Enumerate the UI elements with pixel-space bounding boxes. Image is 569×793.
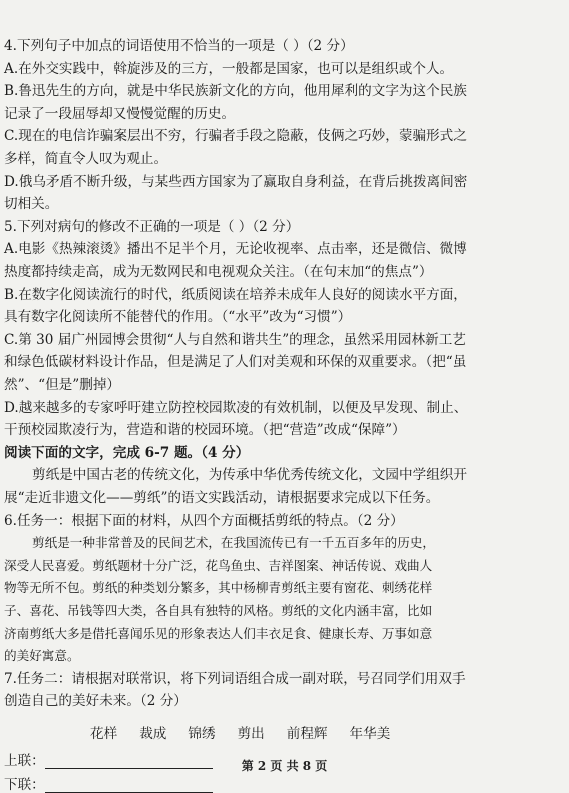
q7-word: 前程辉 — [286, 726, 328, 742]
lower-couplet — [4, 773, 213, 793]
q7-word: 剪出 — [237, 726, 265, 742]
q4-option-b-line1: B.鲁迅先生的方向，就是中华民族新文化的方向，他用犀利的文字为这个民族 — [4, 83, 467, 100]
q5-option-c-line1: C.第 30 届广州园博会贯彻“人与自然和谐共生”的理念，虽然采用园林新工艺 — [4, 331, 466, 348]
q5-option-d-line2: 干预校园欺凌行为，营造和谐的校园环境。（把“营造”改成“保障”） — [4, 422, 406, 439]
q7-word: 花样 — [90, 726, 118, 742]
lower-couplet-blank[interactable] — [45, 778, 213, 793]
page-footer: 第 2 页 共 8 页 — [241, 759, 328, 773]
section-intro-line1: 剪纸是中国古老的传统文化，为传承中华优秀传统文化，文园中学组织开 — [32, 467, 467, 484]
q6-material-line3: 物等无所不包。剪纸的种类划分繁多，其中杨柳青剪纸主要有窗花、刺绣花样 — [4, 580, 433, 596]
q4-option-c-line2: 多样，简直令人叹为观止。 — [4, 151, 168, 167]
q7-word-list — [90, 722, 412, 742]
q5-option-b-line1: B.在数字化阅读流行的时代，纸质阅读在培养未成年人良好的阅读水平方面， — [4, 286, 467, 303]
q4-stem: 4.下列句子中加点的词语使用不恰当的一项是（ ）（2 分） — [4, 38, 354, 54]
q6-material-line4: 子、喜花、吊钱等四大类，各自具有独特的风格。剪纸的文化内涵丰富，比如 — [4, 603, 433, 618]
q5-option-d-line1: D.越来越多的专家呼吁建立防控校园欺凌的有效机制，以便及早发现、制止、 — [4, 399, 468, 416]
q4-option-d-line1: D.俄乌矛盾不断升级，与某些西方国家为了赢取自身利益，在背后挑拨离间密 — [4, 173, 468, 190]
q6-material-line2: 深受人民喜爱。剪纸题材十分广泛，花鸟鱼虫、吉祥图案、神话传说、戏曲人 — [4, 557, 433, 573]
q4-option-a: A.在外交实践中，斡旋涉及的三方，一般都是国家，也可以是组织或个人。 — [4, 60, 454, 77]
q4-option-b-line2: 记录了一段屈辱却又慢慢觉醒的历史。 — [4, 105, 236, 122]
upper-couplet-label: 上联： — [4, 752, 45, 769]
q6-material-line6: 的美好寓意。 — [4, 648, 80, 664]
q6-material-line1: 剪纸是一种非常普及的民间艺术，在我国流传已有一千五百多年的历史， — [32, 535, 435, 551]
q7-stem-line1: 7.任务二：请根据对联常识，将下列词语组合成一副对联，号召同学们用双手 — [4, 670, 466, 687]
q6-material-line5: 济南剪纸大多是借托喜闻乐见的形象表达人们丰衣足食、健康长寿、万事如意 — [4, 625, 433, 641]
section-heading: 阅读下面的文字，完成 6-7 题。（4 分） — [4, 444, 250, 461]
q7-word: 锦绣 — [188, 726, 216, 742]
q7-stem-line2: 创造自己的美好未来。（2 分） — [4, 693, 187, 710]
q7-word: 年华美 — [349, 726, 391, 742]
q5-option-a-line1: A.电影《热辣滚烫》播出不足半个月，无论收视率、点击率，还是微信、微博 — [4, 241, 467, 258]
q4-option-c-line1: C.现在的电信诈骗案层出不穷，行骗者手段之隐蔽，伎俩之巧妙，蒙骗形式之 — [4, 128, 467, 145]
lower-couplet-label: 下联： — [4, 777, 45, 793]
q5-option-b-line2: 具有数字化阅读所不能替代的作用。（“水平”改为“习惯”） — [4, 309, 352, 326]
section-intro-line2: 展“走近非遗文化——剪纸”的语文实践活动，请根据要求完成以下任务。 — [4, 490, 440, 506]
q6-stem: 6.任务一：根据下面的材料，从四个方面概括剪纸的特点。（2 分） — [4, 512, 404, 529]
q5-stem: 5.下列对病句的修改不正确的一项是（ ）（2 分） — [4, 218, 300, 235]
q5-option-c-line3: 然”、“但是”删掉） — [4, 377, 121, 393]
q5-option-a-line2: 热度都持续走高，成为无数网民和电视观众关注。（在句末加“的焦点”） — [4, 264, 433, 280]
q7-word: 裁成 — [139, 726, 167, 742]
q5-option-c-line2: 和绿色低碳材料设计作品，但是满足了人们对美观和环保的双重要求。（把“虽 — [4, 354, 467, 371]
q4-option-d-line2: 切相关。 — [4, 196, 59, 213]
